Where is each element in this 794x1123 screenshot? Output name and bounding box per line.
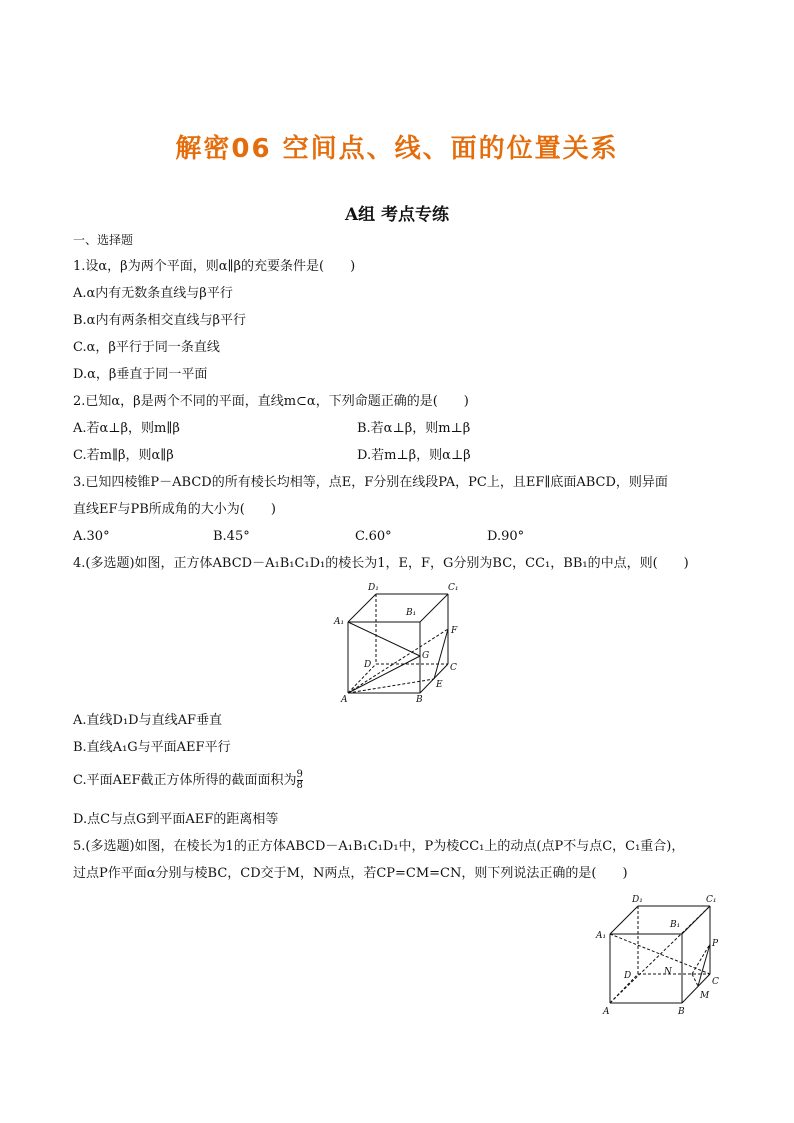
- q5-label-a1: A₁: [596, 931, 607, 941]
- q5-label-m: M: [700, 991, 710, 1001]
- q2-option-a: A.若α⊥β，则m∥β: [73, 421, 180, 436]
- q5-label-b1: B₁: [670, 920, 681, 930]
- q2-stem: 2.已知α，β是两个不同的平面，直线m⊂α，下列命题正确的是( ): [73, 394, 469, 409]
- q4-label-d1: D₁: [368, 583, 379, 593]
- page-title: 解密06 空间点、线、面的位置关系: [175, 134, 619, 164]
- q1-stem: 1.设α，β为两个平面，则α∥β的充要条件是( ): [73, 259, 356, 274]
- q4-option-d: D.点C与点G到平面AEF的距离相等: [73, 812, 279, 827]
- q3-option-b: B.45°: [213, 529, 250, 544]
- q5-label-d1: D₁: [632, 895, 643, 905]
- q1-option-d: D.α，β垂直于同一平面: [73, 367, 208, 382]
- q3-option-c: C.60°: [355, 529, 392, 544]
- q4-fraction-denominator: 8: [296, 780, 303, 791]
- q4-fraction-numerator: 9: [296, 769, 303, 780]
- q4-label-d: D: [364, 660, 372, 670]
- q3-stem-line1: 3.已知四棱锥P－ABCD的所有棱长均相等，点E，F分别在线段PA，PC上，且EF∥底面ABCD，则异面: [73, 475, 668, 490]
- q4-option-b: B.直线A₁G与平面AEF平行: [73, 740, 231, 755]
- section-heading: 一、选择题: [73, 233, 134, 247]
- q1-option-c: C.α，β平行于同一条直线: [73, 340, 220, 355]
- q4-stem: 4.(多选题)如图，正方体ABCD－A₁B₁C₁D₁的棱长为1，E，F，G分别为BC，CC₁，BB₁的中点，则( ): [73, 556, 689, 571]
- q5-label-n: N: [664, 967, 672, 977]
- q4-label-a: A: [341, 695, 348, 705]
- q2-option-d: D.若m⊥β，则α⊥β: [357, 448, 471, 463]
- q5-label-d: D: [624, 971, 632, 981]
- q3-option-a: A.30°: [73, 529, 110, 544]
- q3-stem-line2: 直线EF与PB所成角的大小为( ): [73, 502, 276, 517]
- q5-stem-line2: 过点P作平面α分别与棱BC，CD交于M，N两点，若CP=CM=CN，则下列说法正确的是( ): [73, 866, 628, 881]
- q5-label-a: A: [603, 1007, 610, 1017]
- q4-option-a: A.直线D₁D与直线AF垂直: [73, 713, 222, 728]
- q5-stem-line1: 5.(多选题)如图，在棱长为1的正方体ABCD－A₁B₁C₁D₁中，P为棱CC₁上的动点(点P不与点C，C₁重合)，: [73, 839, 685, 854]
- q4-label-b: B: [416, 695, 423, 705]
- q2-option-c: C.若m∥β，则α∥β: [73, 448, 174, 463]
- q4-option-c-text: C.平面AEF截正方体所得的截面面积为: [73, 773, 297, 788]
- q3-option-d: D.90°: [487, 529, 525, 544]
- q4-option-c: [73, 770, 303, 791]
- q5-label-c1: C₁: [706, 895, 717, 905]
- q5-label-b: B: [678, 1007, 685, 1017]
- q2-option-b: B.若α⊥β，则m⊥β: [357, 421, 471, 436]
- q1-option-a: A.α内有无数条直线与β平行: [73, 286, 233, 301]
- q4-option-c-fraction: [297, 770, 303, 791]
- group-subtitle: A组 考点专练: [344, 205, 450, 225]
- q1-option-b: B.α内有两条相交直线与β平行: [73, 313, 246, 328]
- q4-label-a1: A₁: [334, 617, 345, 627]
- q4-label-c: C: [450, 663, 457, 673]
- q4-label-b1: B₁: [406, 608, 417, 618]
- q5-label-p: P: [712, 939, 719, 949]
- q4-label-e: E: [436, 680, 443, 690]
- q4-label-f: F: [451, 626, 458, 636]
- q4-label-g: G: [422, 651, 430, 661]
- q4-cube-figure: [330, 578, 470, 706]
- q4-label-c1: C₁: [448, 583, 459, 593]
- q5-cube-figure: [592, 888, 732, 1018]
- q5-label-c: C: [712, 977, 719, 987]
